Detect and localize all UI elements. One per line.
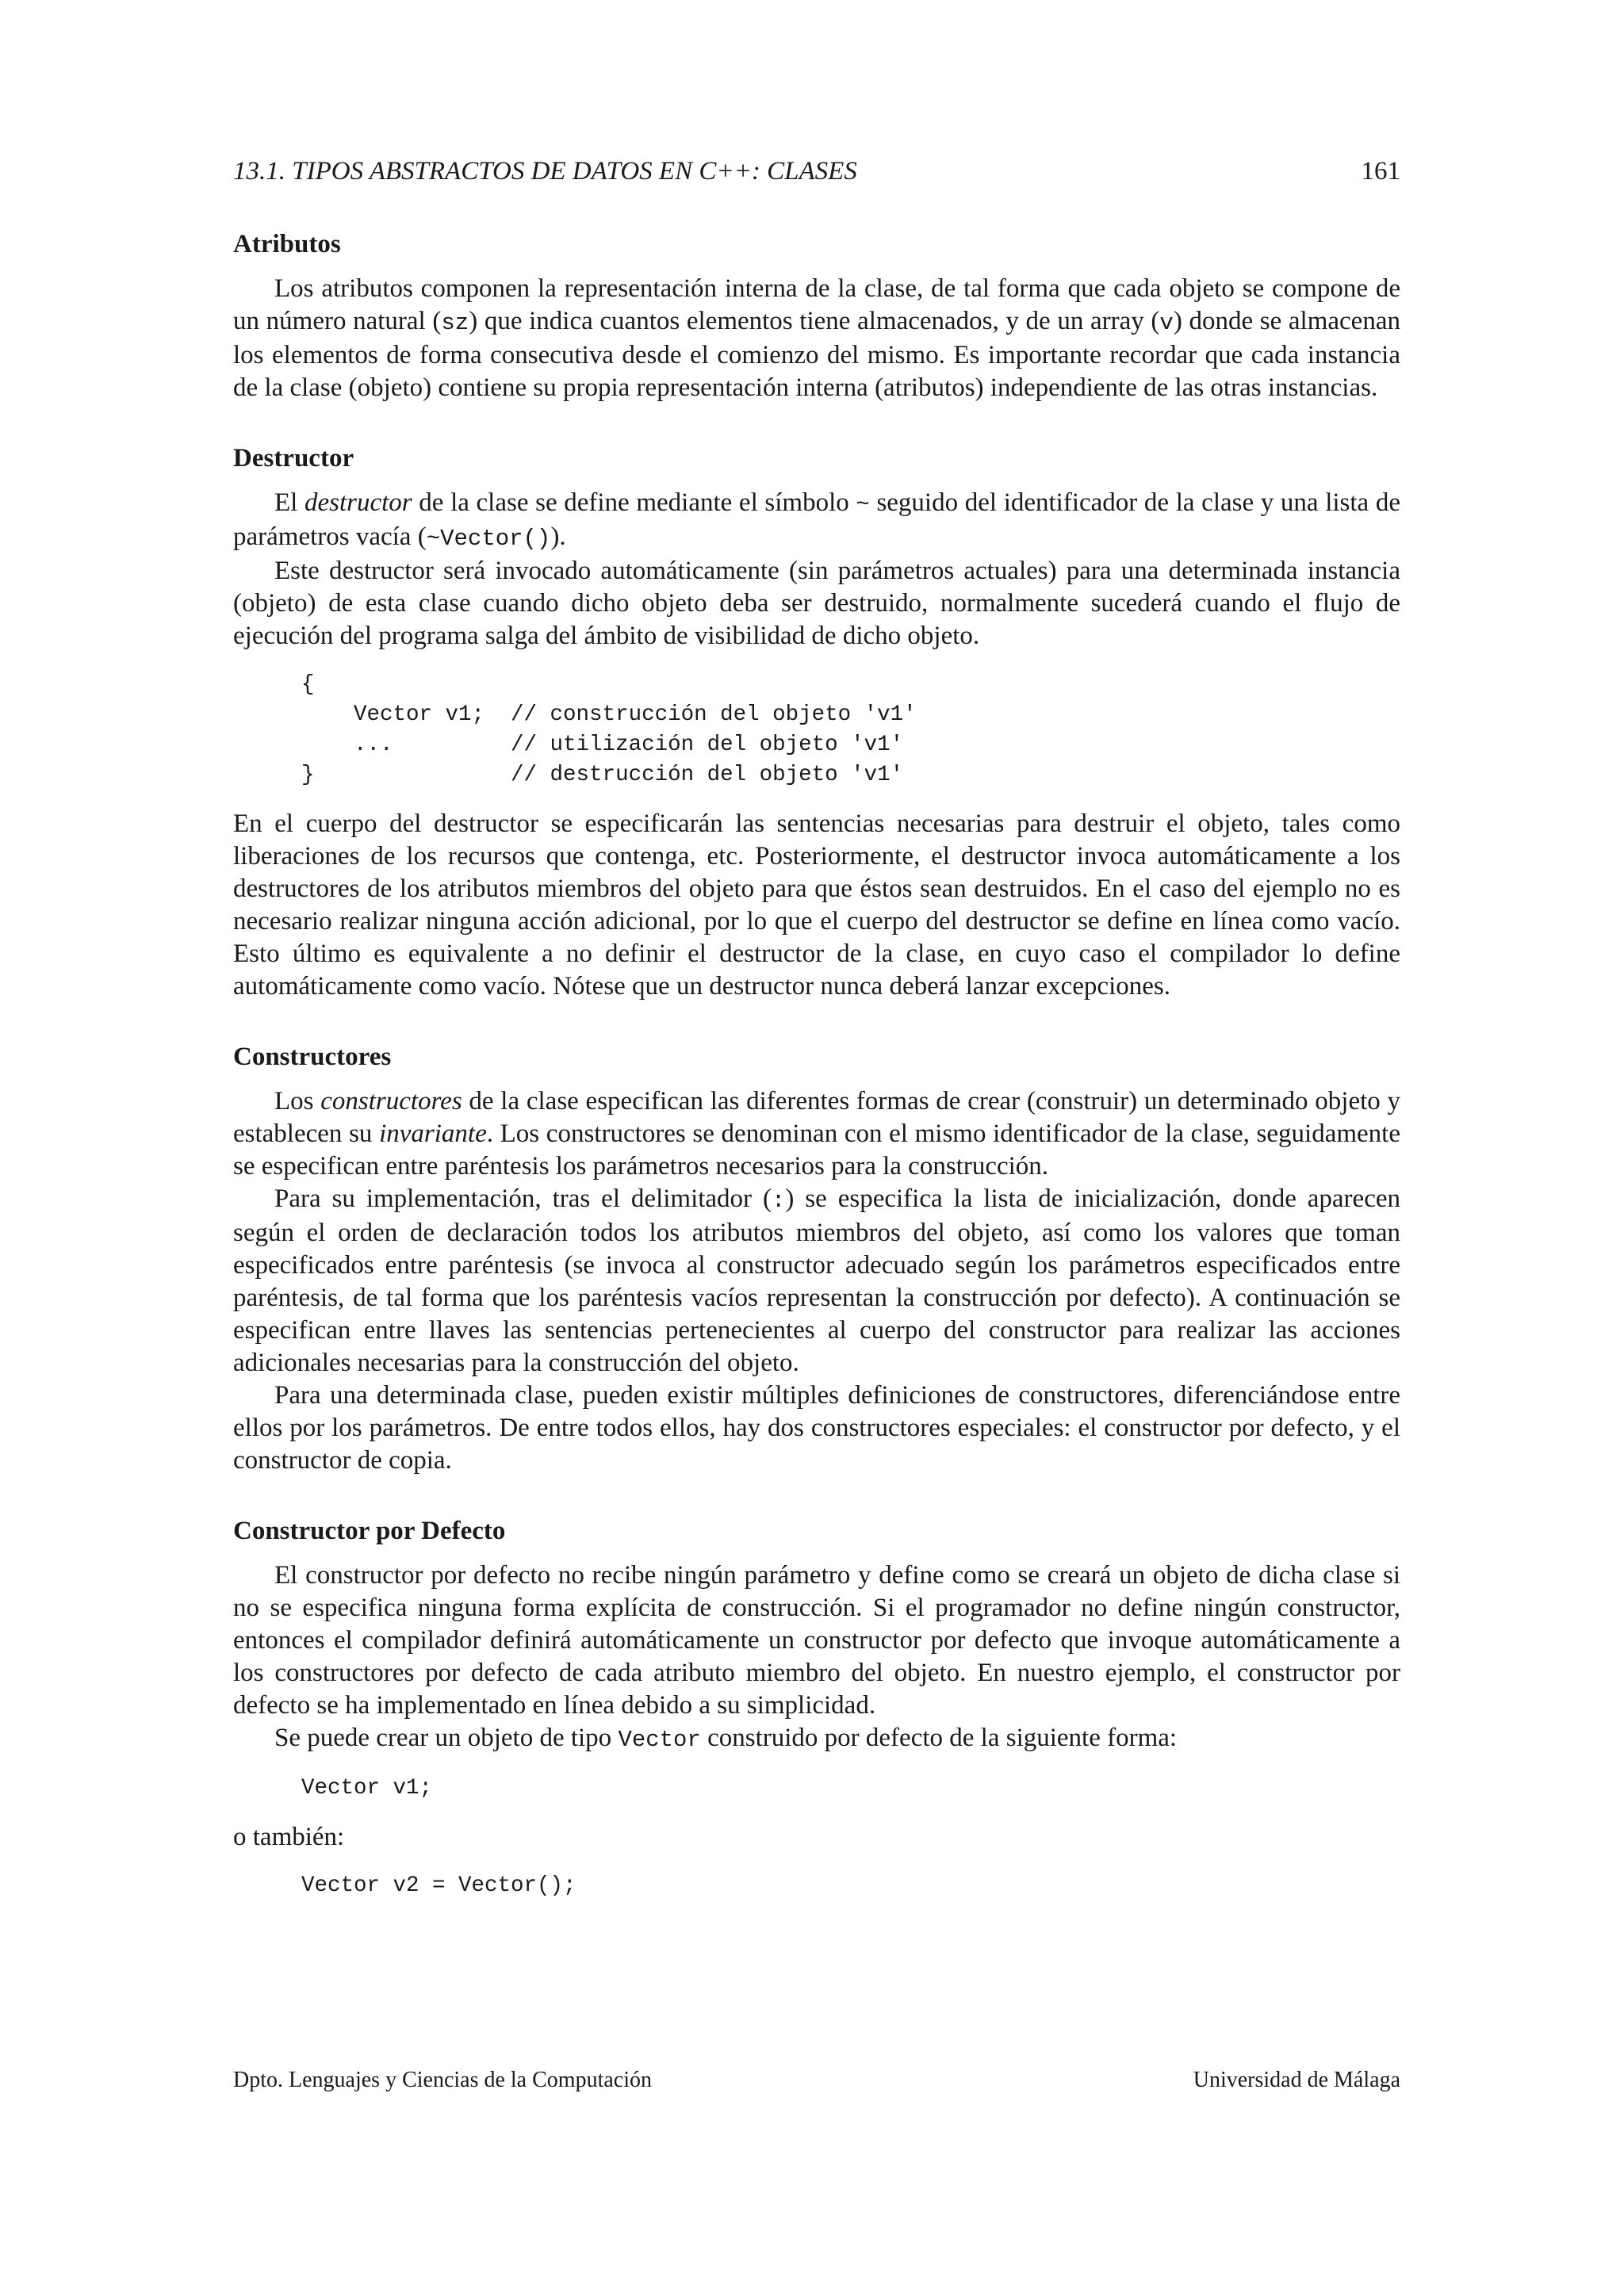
paragraph-o-tambien: o también: bbox=[233, 1823, 345, 1851]
heading-destructor: Destructor bbox=[233, 444, 354, 473]
paragraph-destructor-1 bbox=[233, 487, 1400, 555]
text-run: Los bbox=[274, 1087, 321, 1115]
code-inline: ~Vector() bbox=[426, 526, 551, 552]
text-run: . Los constructores se denominan con el mismo identificador de la clase, seguidamente se especifican entre paréntesis los parámetros necesarios para la construcción. bbox=[233, 1119, 1400, 1181]
page-footer bbox=[233, 2068, 1400, 2093]
code-inline: Vector bbox=[618, 1727, 701, 1753]
emphasis: invariante bbox=[379, 1119, 487, 1148]
code-inline: : bbox=[771, 1188, 786, 1214]
emphasis: constructores bbox=[320, 1087, 462, 1115]
section-destructor bbox=[233, 441, 1400, 1003]
paragraph-destructor-3: En el cuerpo del destructor se especificarán las sentencias necesarias para destruir el objeto, tales como liberaciones de los recursos que contenga, etc. Posteriormente, el destructor invoca automáticamente a los destructores de los atributos miembros del objeto para que éstos sean destruidos. En el caso del ejemplo no es necesario realizar ninguna acción adicional, por lo que el cuerpo del destructor se define en línea como vacío. Esto último es equivalente a no definir el destructor de la clase, en cuyo caso el compilador lo define automáticamente como vacío. Nótese que un destructor nunca deberá lanzar excepciones. bbox=[233, 809, 1400, 1001]
paragraph-constructores-3: Para una determinada clase, pueden existir múltiples definiciones de constructores, diferenciándose entre ellos por los parámetros. De entre todos ellos, hay dos constructores especiales: el constructor por defecto, y el constructor de copia. bbox=[233, 1381, 1400, 1475]
code-inline: v bbox=[1159, 310, 1174, 336]
paragraph-atributos bbox=[233, 273, 1400, 404]
code-inline: sz bbox=[441, 310, 469, 336]
heading-constructores: Constructores bbox=[233, 1043, 392, 1071]
text-run: Los atributos componen la representación interna de la clase, de tal forma que cada objeto se compone de un número natural ( bbox=[233, 274, 1400, 335]
code-inline: ~ bbox=[856, 492, 870, 518]
page-body bbox=[233, 227, 1400, 1938]
text-run: construido por defecto de la siguiente forma: bbox=[700, 1724, 1178, 1752]
text-run: ) donde se almacenan los elementos de forma consecutiva desde el comienzo del mismo. Es importante recordar que cada instancia de la clase (objeto) contiene su propia representación interna (atributos) independiente de las otras instancias. bbox=[233, 307, 1400, 402]
section-atributos bbox=[233, 227, 1400, 404]
paragraph-constructores-2 bbox=[233, 1183, 1400, 1380]
text-run: Para su implementación, tras el delimitador ( bbox=[274, 1184, 772, 1213]
paragraph-constructores-1 bbox=[233, 1085, 1400, 1183]
footer-university: Universidad de Málaga bbox=[1193, 2068, 1400, 2092]
text-run: seguido del identificador de la clase y una lista de parámetros vacía ( bbox=[233, 488, 1400, 551]
paragraph-destructor-2: Este destructor será invocado automáticamente (sin parámetros actuales) para una determinada instancia (objeto) de esta clase cuando dicho objeto deba ser destruido, normalmente sucederá cuando el flujo de ejecución del programa salga del ámbito de visibilidad de dicho objeto. bbox=[233, 557, 1400, 650]
section-constructores bbox=[233, 1039, 1400, 1477]
page-header bbox=[233, 157, 1400, 186]
text-run: de la clase especifican las diferentes formas de crear (construir) un determinado objeto y establecen su bbox=[233, 1087, 1401, 1148]
running-title: 13.1. TIPOS ABSTRACTOS DE DATOS EN C++: CLASES bbox=[233, 157, 857, 186]
paragraph-constructor-defecto-2 bbox=[233, 1722, 1400, 1756]
text-run: ) que indica cuantos elementos tiene almacenados, y de un array ( bbox=[469, 307, 1160, 335]
footer-department: Dpto. Lenguajes y Ciencias de la Computación bbox=[233, 2068, 652, 2092]
text-run: Se puede crear un objeto de tipo bbox=[274, 1724, 619, 1752]
heading-constructor-defecto: Constructor por Defecto bbox=[233, 1517, 506, 1545]
code-block-destructor: { Vector v1; // construcción del objeto 'v1' ... // utilización del objeto 'v1' } // destrucción del objeto 'v1' bbox=[301, 672, 917, 787]
code-block-vector-v1: Vector v1; bbox=[301, 1776, 433, 1800]
section-constructor-defecto bbox=[233, 1513, 1400, 1901]
emphasis: destructor bbox=[304, 488, 412, 517]
code-block-vector-v2: Vector v2 = Vector(); bbox=[301, 1873, 576, 1898]
text-run: de la clase se define mediante el símbolo bbox=[412, 488, 856, 517]
heading-atributos: Atributos bbox=[233, 230, 341, 258]
text-run: ) se especifica la lista de inicialización, donde aparecen según el orden de declaración todos los atributos miembros del objeto, así como los valores que toman especificados entre paréntesis (se invoca al constructor adecuado según los parámetros especificados entre paréntesis, de tal forma que los paréntesis vacíos representan la construcción por defecto). A continuación se especifican entre llaves las sentencias pertenecientes al cuerpo del constructor para realizar las acciones adicionales necesarias para la construcción del objeto. bbox=[233, 1184, 1400, 1377]
text-run: ). bbox=[550, 522, 566, 551]
text-run: El bbox=[274, 488, 304, 517]
paragraph-constructor-defecto-1: El constructor por defecto no recibe ningún parámetro y define como se creará un objeto de dicha clase si no se especifica ninguna forma explícita de construcción. Si el programador no define ningún constructor, entonces el compilador definirá automáticamente un constructor por defecto que invoque automáticamente a los constructores por defecto de cada atributo miembro del objeto. En nuestro ejemplo, el constructor por defecto se ha implementado en línea debido a su simplicidad. bbox=[233, 1561, 1400, 1720]
page-number: 161 bbox=[1361, 157, 1400, 186]
